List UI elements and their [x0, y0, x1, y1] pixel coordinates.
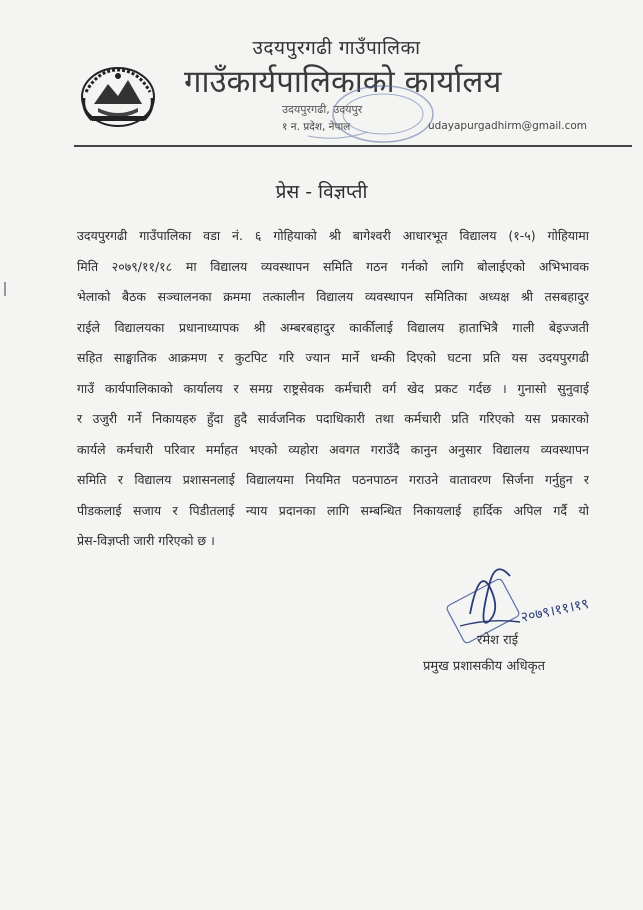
body-line: कार्यले कर्मचारी परिवार मर्माहत भएको व्यहोरा अवगत गराउँदै कानुन अनुसार विद्यालय व्यवस्थापन [77, 441, 589, 457]
signatory-designation: प्रमुख प्रशासकीय अधिकृत [423, 659, 546, 674]
office-stamp-icon [268, 82, 448, 146]
body-line: प्रेस-विज्ञप्ती जारी गरिएको छ । [77, 533, 215, 548]
body-line: भेलाको बैठक सञ्चालनका क्रममा तत्कालीन विद्यालय व्यवस्थापन समितिका अध्यक्ष श्री तसबहादुर [77, 289, 589, 304]
signature-stamp-icon [430, 552, 610, 647]
document-body [77, 221, 589, 557]
office-province: १ न. प्रदेश, नेपाल [282, 121, 351, 133]
document-title: प्रेस - विज्ञप्ती [275, 181, 368, 203]
header-divider [74, 145, 632, 147]
office-title: गाउँकार्यपालिकाको कार्यालय [184, 64, 502, 100]
body-line: पीडकलाई सजाय र पिडीतलाई न्याय प्रदानका लागि सम्बन्धित निकायलाई हार्दिक अपिल गर्दै यो [77, 502, 589, 518]
body-line: समिति र विद्यालय प्रशासनलाई विद्यालयमा नियमित पठनपाठन गराउने वातावरण सिर्जना गर्नुहुन र [77, 472, 589, 487]
scan-edge-mark [4, 282, 6, 296]
body-line: उदयपुरगढी गाउँपालिका वडा नं. ६ गोहियाको श्री बागेश्वरी आधारभूत विद्यालय (१-५) गोहियामा [77, 228, 589, 243]
body-line: गाउँ कार्यपालिकाको कार्यालय र समग्र राष्ट्रसेवक कर्मचारी वर्ग खेद प्रकट गर्दछ । गुनासो सुनुवाई [77, 380, 589, 396]
body-line: र उजुरी गर्ने निकायहरु हुँदा हुदै सार्वजनिक पदाधिकारी तथा कर्मचारी प्रति गरिएको यस प्रकारको [77, 411, 589, 426]
body-line: राईले विद्यालयका प्रधानाध्यापक श्री अम्बरबहादुर कार्कीलाई विद्यालय हाताभित्रै गाली बेइज्जती [77, 319, 589, 335]
nepal-emblem-icon [78, 64, 158, 130]
municipality-name: उदयपुरगढी गाउँपालिका [252, 37, 421, 59]
office-address: उदयपुरगढी, उदयपुर [282, 103, 363, 116]
body-line: मिति २०७९/११/१८ मा विद्यालय व्यवस्थापन समिति गठन गर्नको लागि बोलाईएको अभिभावक [77, 258, 589, 274]
body-line: सहित साङ्घातिक आक्रमण र कुटपिट गरि ज्यान मार्ने धम्की दिएको घटना प्रति यस उदयपुरगढी [77, 350, 589, 365]
signature-date: २०७९।११।१९ [519, 595, 591, 626]
signatory-name: रमेश राई [477, 633, 519, 648]
office-email: udayapurgadhirm@gmail.com [428, 120, 587, 132]
